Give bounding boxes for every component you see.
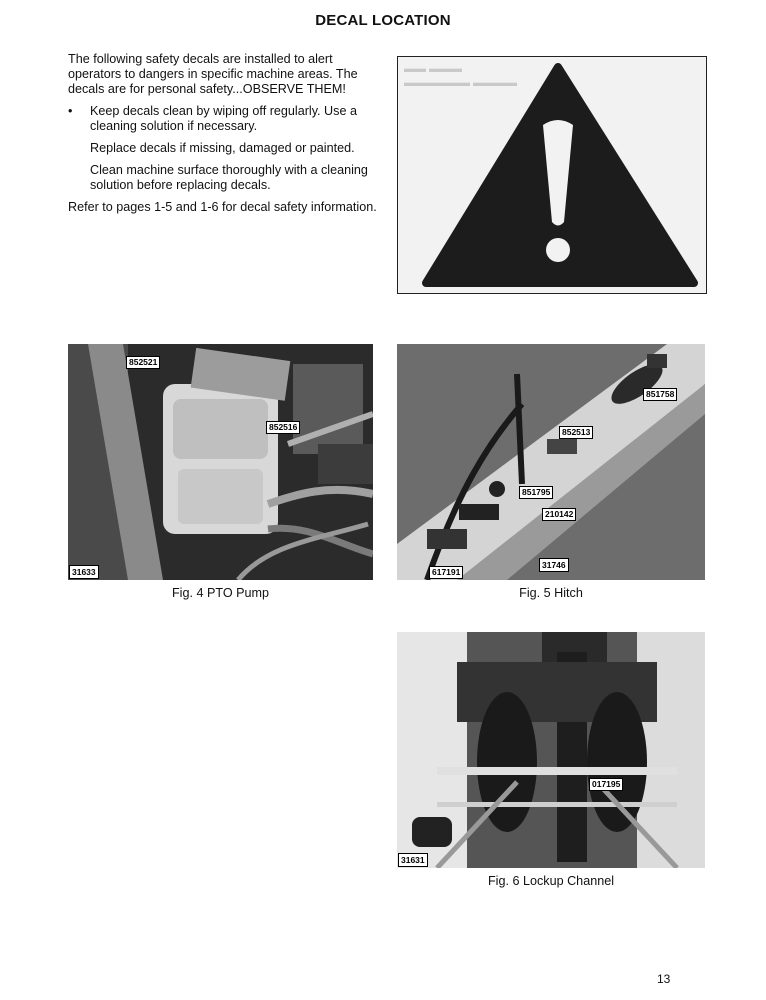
decal-tag: 617191 xyxy=(429,566,463,579)
figure-caption: Fig. 6 Lockup Channel xyxy=(487,874,615,888)
intro-text-block xyxy=(68,52,380,222)
decal-tag: 851758 xyxy=(643,388,677,401)
photo-number: 31633 xyxy=(69,565,99,579)
decal-tag: 852521 xyxy=(126,356,160,369)
figure-caption: Fig. 5 Hitch xyxy=(519,586,583,600)
lockup-channel-illustration xyxy=(397,632,705,868)
hitch-photo xyxy=(397,344,705,580)
ghost-print-line: ▬▬▬▬▬▬ ▬▬▬▬ xyxy=(404,77,518,89)
decal-tag: 210142 xyxy=(542,508,576,521)
lockup-channel-photo xyxy=(397,632,705,868)
replace-instruction: Replace decals if missing, damaged or painted. xyxy=(90,141,355,155)
photo-number: 31746 xyxy=(539,558,569,572)
page-title: DECAL LOCATION xyxy=(315,12,451,29)
page-number: 13 xyxy=(657,972,671,986)
decal-tag: 017195 xyxy=(589,778,623,791)
decal-tag: 852516 xyxy=(266,421,300,434)
clean-instruction: Clean machine surface thoroughly with a cleaning solution before replacing decals. xyxy=(90,163,368,192)
intro-paragraph: The following safety decals are installed to alert operators to dangers in specific machine areas. The decals are for personal safety...OBSERVE THEM! xyxy=(68,52,358,96)
figure-caption: Fig. 4 PTO Pump xyxy=(171,586,270,600)
decal-tag: 851795 xyxy=(519,486,553,499)
bullet-text: Keep decals clean by wiping off regularly. Use a cleaning solution if necessary. xyxy=(90,104,357,133)
warning-symbol-box xyxy=(397,56,707,294)
hitch-illustration xyxy=(397,344,705,580)
bullet-item xyxy=(68,104,380,134)
pto-pump-photo xyxy=(68,344,373,580)
bullet-symbol: • xyxy=(68,104,73,118)
decal-tag: 852513 xyxy=(559,426,593,439)
exclamation-triangle-icon xyxy=(398,57,706,293)
refer-text: Refer to pages 1-5 and 1-6 for decal safety information. xyxy=(68,200,377,214)
photo-number: 31631 xyxy=(398,853,428,867)
pto-pump-illustration xyxy=(68,344,373,580)
ghost-print-line: ▬▬ ▬▬▬ xyxy=(404,63,463,75)
